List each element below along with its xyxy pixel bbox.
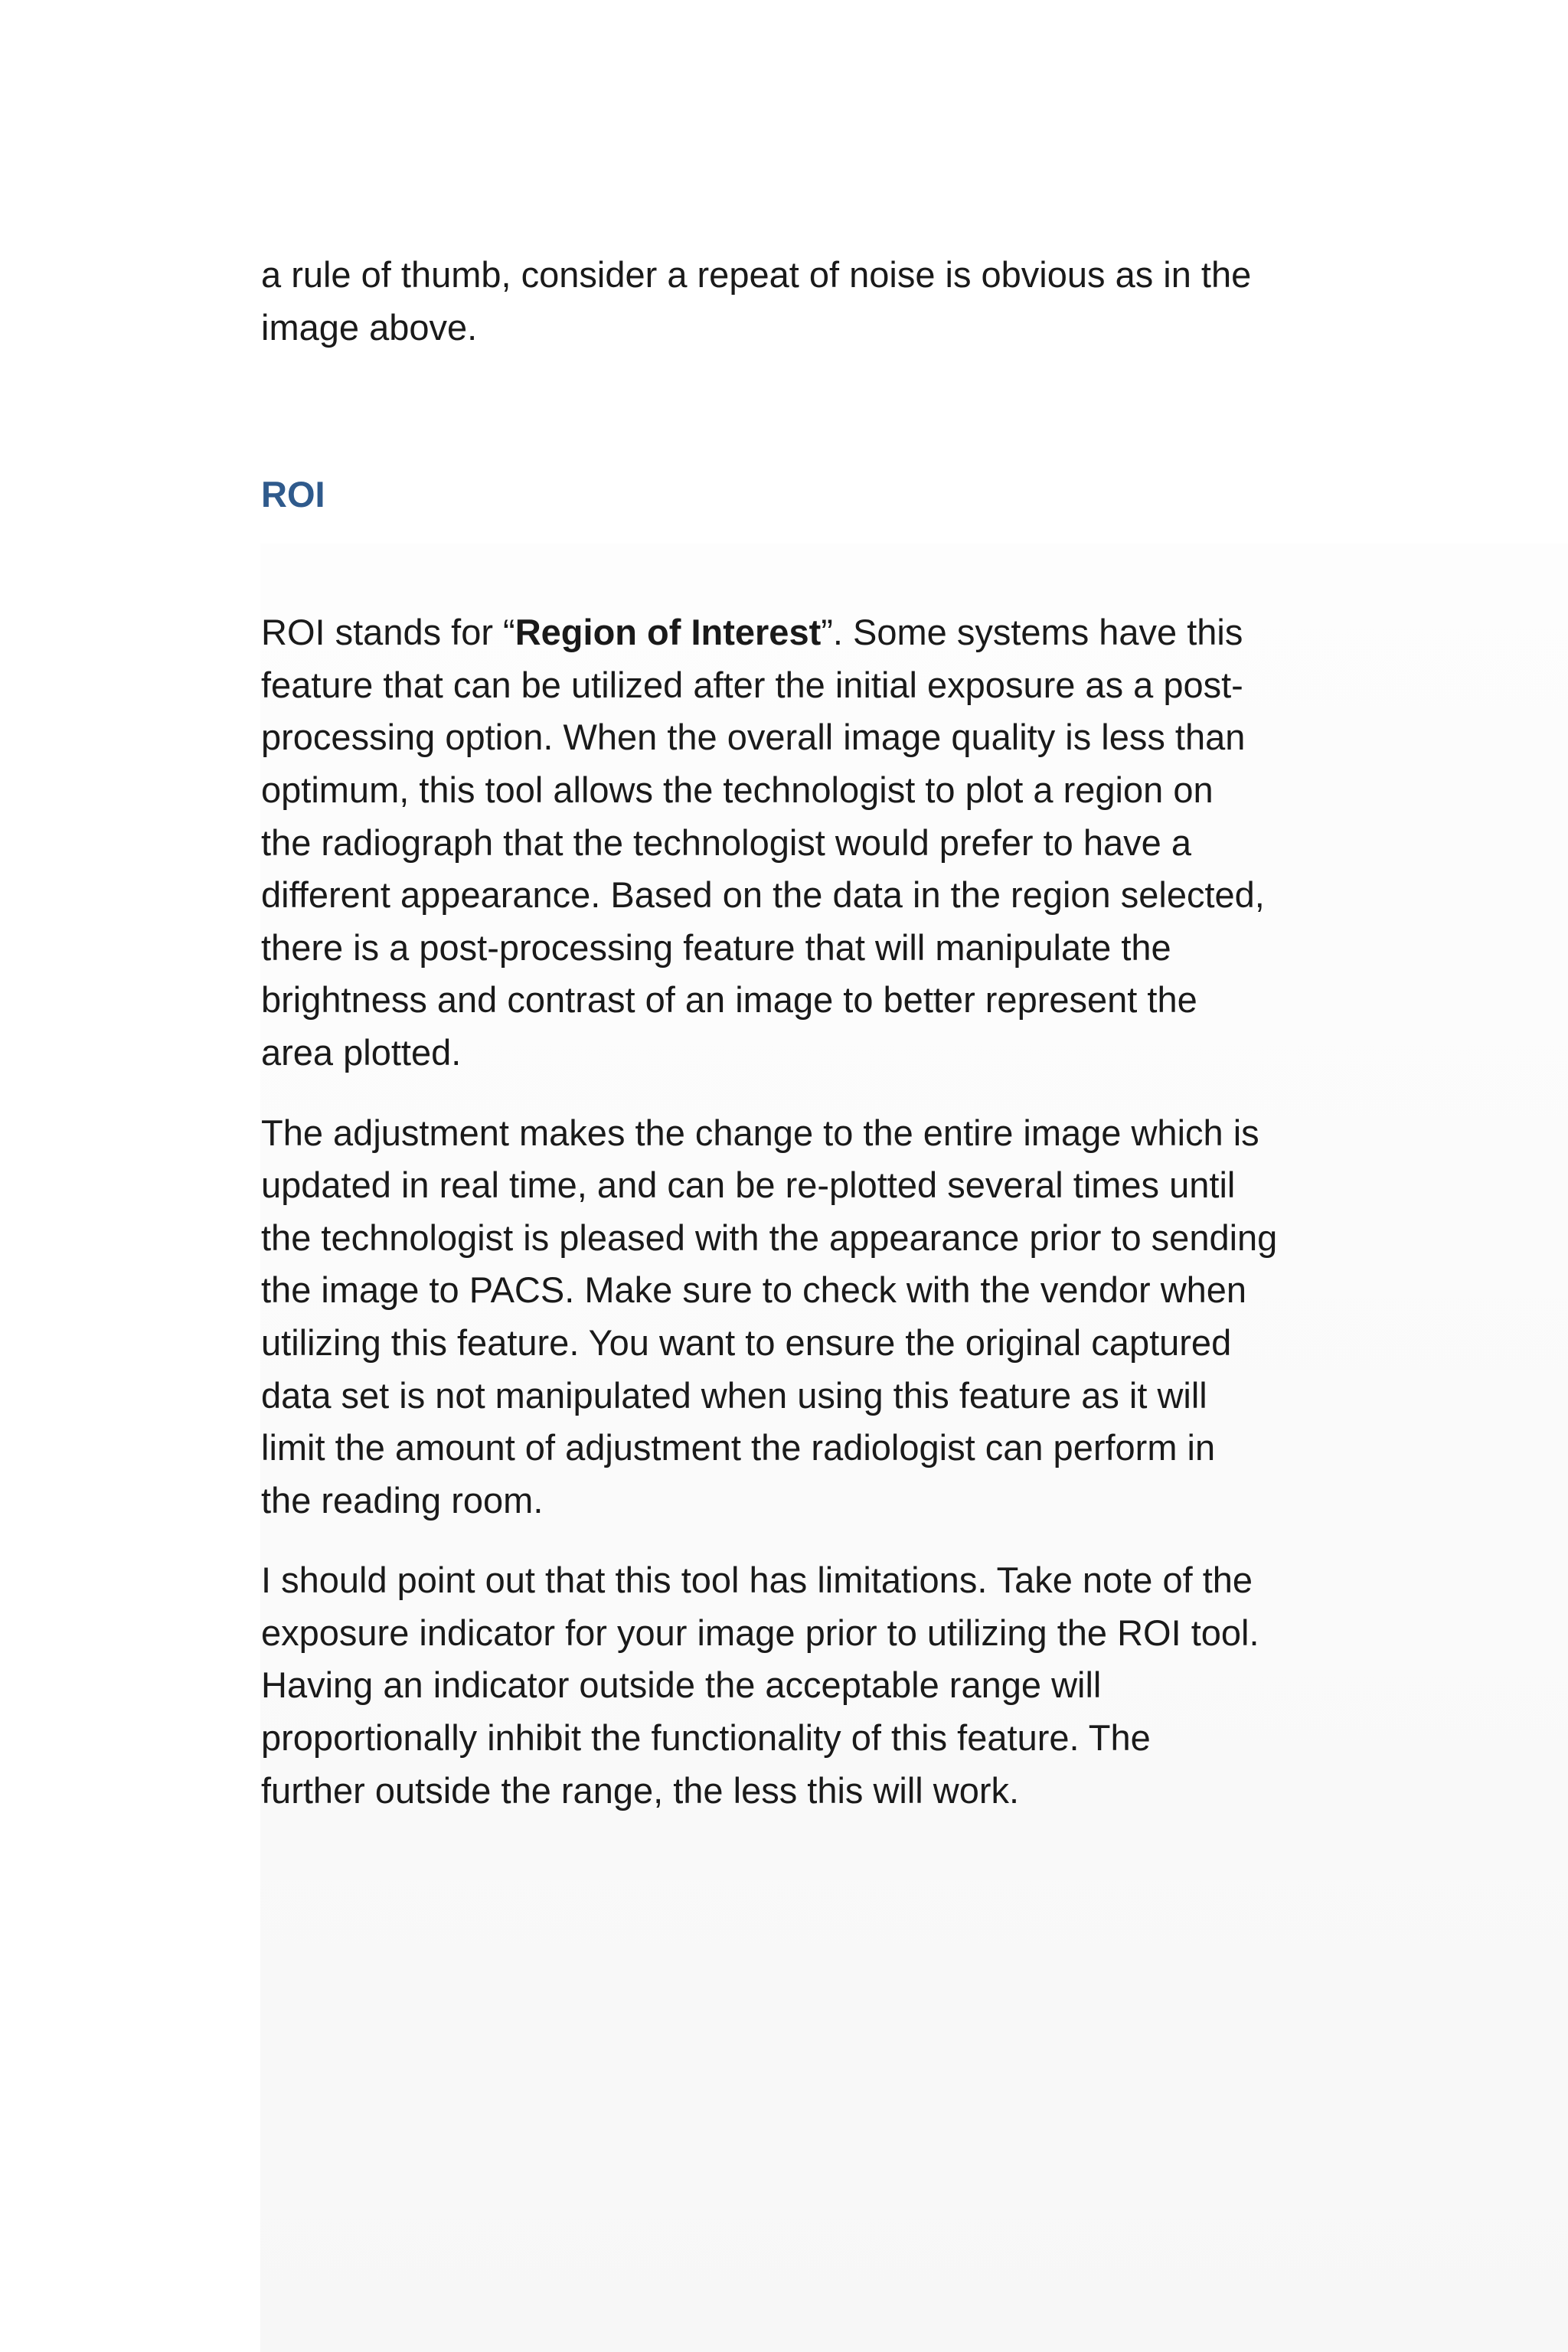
paragraph-line: brightness and contrast of an image to better represent the: [261, 979, 1197, 1021]
paragraph-text: ”. Some systems have this: [821, 612, 1243, 653]
paragraph-line: feature that can be utilized after the initial exposure as a post-: [261, 664, 1243, 705]
paragraph-text: ROI stands for “: [261, 612, 515, 653]
intro-paragraph: [261, 249, 1325, 354]
paragraph-line: exposure indicator for your image prior to utilizing the ROI tool.: [261, 1612, 1259, 1653]
paragraph-line: the image to PACS. Make sure to check with the vendor when: [261, 1269, 1247, 1311]
intro-line: a rule of thumb, consider a repeat of noise is obvious as in the: [261, 254, 1252, 295]
paragraph-line: the reading room.: [261, 1479, 544, 1521]
roi-adjustment-paragraph: [261, 1107, 1325, 1527]
document-body: [261, 249, 1325, 1817]
roi-definition-paragraph: [261, 606, 1325, 1079]
paragraph-line: further outside the range, the less this will work.: [261, 1769, 1020, 1811]
paragraph-line: limit the amount of adjustment the radiologist can perform in: [261, 1427, 1216, 1468]
paragraph-line: there is a post-processing feature that will manipulate the: [261, 926, 1171, 968]
paragraph-line: updated in real time, and can be re-plotted several times until: [261, 1165, 1236, 1206]
paragraph-line: utilizing this feature. You want to ensure the original captured: [261, 1321, 1232, 1363]
intro-line: image above.: [261, 306, 478, 348]
paragraph-line: data set is not manipulated when using this feature as it will: [261, 1374, 1207, 1416]
paragraph-line: different appearance. Based on the data in the region selected,: [261, 874, 1265, 916]
paragraph-line: area plotted.: [261, 1031, 462, 1073]
paragraph-line: I should point out that this tool has limitations. Take note of the: [261, 1560, 1253, 1601]
paragraph-line: processing option. When the overall image quality is less than: [261, 717, 1246, 758]
bold-term: Region of Interest: [514, 612, 822, 653]
paragraph-line: the technologist is pleased with the appearance prior to sending: [261, 1217, 1278, 1258]
paragraph-line: the radiograph that the technologist would prefer to have a: [261, 822, 1191, 863]
paragraph-line: proportionally inhibit the functionality of this feature. The: [261, 1717, 1151, 1759]
paragraph-line: Having an indicator outside the acceptable range will: [261, 1664, 1102, 1706]
section-heading-roi: ROI: [261, 474, 325, 515]
paragraph-line: optimum, this tool allows the technologist to plot a region on: [261, 769, 1214, 810]
paragraph-line: The adjustment makes the change to the entire image which is: [261, 1112, 1259, 1153]
roi-limitations-paragraph: [261, 1554, 1325, 1817]
